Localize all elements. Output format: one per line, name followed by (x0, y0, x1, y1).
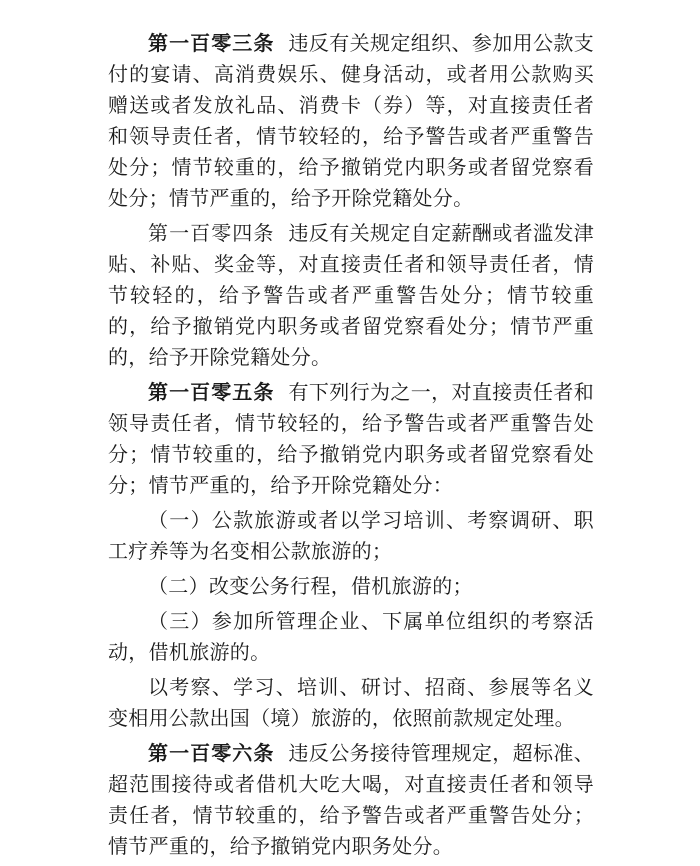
article-103 (108, 28, 594, 214)
article-105 (108, 377, 594, 501)
article-104-title: 第一百零四条 (148, 221, 275, 245)
article-105-item-1: （一）公款旅游或者以学习培训、考察调研、职工疗养等为名变相公款旅游的； (108, 508, 594, 563)
article-103-text: 违反有关规定组织、参加用公款支付的宴请、高消费娱乐、健身活动，或者用公款购买赠送或者发放礼品、消费卡（券）等，对直接责任者和领导责任者，情节较轻的，给予警告或者严重警告处分；情节较重的，给予撤销党内职务或者留党察看处分；情节严重的，给予开除党籍处分。 (108, 31, 595, 210)
article-105-text: 有下列行为之一，对直接责任者和领导责任者，情节较轻的，给予警告或者严重警告处分；情节较重的，给予撤销党内职务或者留党察看处分；情节严重的，给予开除党籍处分： (108, 380, 595, 497)
article-104-text: 违反有关规定自定薪酬或者滥发津贴、补贴、奖金等，对直接责任者和领导责任者，情节较轻的，给予警告或者严重警告处分；情节较重的，给予撤销党内职务或者留党察看处分；情节严重的，给予开除党籍处分。 (108, 221, 595, 369)
article-105-title: 第一百零五条 (148, 380, 275, 404)
article-103-title: 第一百零三条 (148, 31, 275, 55)
document-body (108, 28, 594, 866)
article-104 (108, 218, 594, 373)
article-105-closing: 以考察、学习、培训、研讨、招商、参展等名义变相用公款出国（境）旅游的，依照前款规定处理。 (108, 675, 594, 730)
article-105-item-3: （三）参加所管理企业、下属单位组织的考察活动，借机旅游的。 (108, 609, 594, 664)
article-106 (108, 738, 594, 862)
article-106-title: 第一百零六条 (148, 741, 275, 765)
article-106-text: 违反公务接待管理规定，超标准、超范围接待或者借机大吃大喝，对直接责任者和领导责任者，情节较重的，给予警告或者严重警告处分；情节严重的，给予撤销党内职务处分。 (108, 741, 595, 858)
article-105-item-2: （二）改变公务行程，借机旅游的； (148, 574, 473, 598)
